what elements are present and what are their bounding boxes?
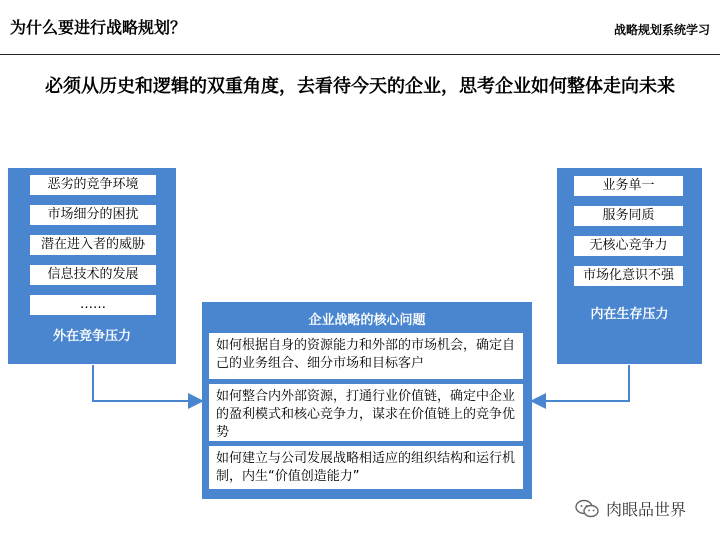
external-factor-item: 信息技术的发展 bbox=[30, 265, 156, 285]
external-factor-item: 市场细分的困扰 bbox=[30, 205, 156, 225]
core-issue-item: 如何根据自身的资源能力和外部的市场机会，确定自己的业务组合、细分市场和目标客户 bbox=[209, 333, 523, 379]
internal-factor-item: 无核心竞争力 bbox=[574, 236, 683, 256]
right-arrow bbox=[534, 365, 629, 401]
watermark bbox=[574, 497, 686, 520]
internal-pressure-label: 内在生存压力 bbox=[590, 307, 669, 322]
external-factor-item: …… bbox=[30, 295, 156, 315]
external-factor-item: 恶劣的竞争环境 bbox=[30, 175, 156, 195]
page-title: 为什么要进行战略规划？ bbox=[10, 18, 187, 37]
internal-factor-item: 市场化意识不强 bbox=[574, 266, 683, 286]
core-issues-title: 企业战略的核心问题 bbox=[308, 313, 426, 328]
internal-factor-item: 业务单一 bbox=[574, 176, 683, 196]
core-issues-panel bbox=[202, 302, 532, 499]
series-label: 战略规划系统学习 bbox=[613, 23, 710, 37]
internal-factor-item: 服务同质 bbox=[574, 206, 683, 226]
external-pressure-panel bbox=[8, 168, 176, 364]
core-issue-item: 如何建立与公司发展战略相适应的组织结构和运行机制，内生“价值创造能力” bbox=[209, 446, 523, 489]
external-factor-item: 潜在进入者的威胁 bbox=[30, 235, 156, 255]
left-arrow bbox=[93, 365, 200, 401]
headline: 必须从历史和逻辑的双重角度，去看待今天的企业，思考企业如何整体走向未来 bbox=[45, 76, 675, 97]
external-pressure-label: 外在竞争压力 bbox=[52, 329, 131, 344]
core-issue-item: 如何整合内外部资源，打通行业价值链，确定中企业的盈利模式和核心竞争力，谋求在价值链上的竞争优势 bbox=[209, 384, 523, 441]
watermark-text: 肉眼品世界 bbox=[606, 500, 687, 519]
internal-pressure-panel bbox=[557, 168, 702, 364]
wechat-icon bbox=[574, 499, 600, 519]
